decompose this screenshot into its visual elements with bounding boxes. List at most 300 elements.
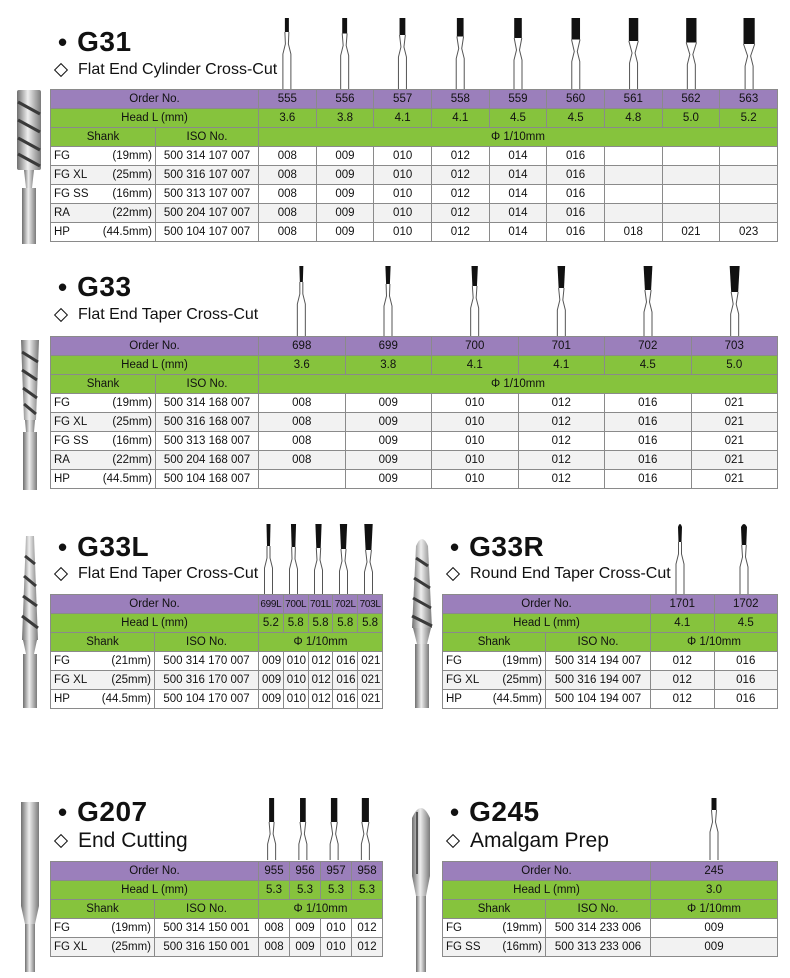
order-no: 702L bbox=[333, 595, 358, 614]
bur-photo-amalgam-prep bbox=[404, 800, 438, 972]
diameter-value: 012 bbox=[518, 394, 605, 413]
iso-number: 500 314 150 001 bbox=[155, 919, 259, 938]
g33-table bbox=[50, 336, 778, 489]
diameter-header: Φ 1/10mm bbox=[259, 375, 778, 394]
diameter-value: 010 bbox=[321, 919, 352, 938]
order-no: 561 bbox=[604, 90, 662, 109]
diameter-value: 012 bbox=[352, 919, 383, 938]
g33l-bur-heads bbox=[256, 520, 384, 596]
head-length: 3.8 bbox=[316, 109, 374, 128]
bur-head-icon bbox=[456, 18, 464, 90]
diameter-value: 014 bbox=[489, 204, 547, 223]
product-code: G245 bbox=[469, 796, 540, 827]
bullet: • bbox=[58, 271, 68, 302]
order-row bbox=[51, 595, 383, 614]
diameter-value: 021 bbox=[691, 394, 778, 413]
diameter-value: 012 bbox=[431, 166, 489, 185]
order-no: 556 bbox=[316, 90, 374, 109]
table-row bbox=[51, 223, 778, 242]
iso-header: ISO No. bbox=[546, 633, 651, 652]
diameter-header: Φ 1/10mm bbox=[259, 633, 383, 652]
diameter-value: 012 bbox=[431, 185, 489, 204]
order-row bbox=[51, 862, 383, 881]
shank-type: RA bbox=[54, 207, 70, 219]
head-length: 4.1 bbox=[518, 356, 605, 375]
g33l-subtitle bbox=[52, 565, 258, 583]
diameter-value: 018 bbox=[604, 223, 662, 242]
g207-bur-heads bbox=[256, 794, 384, 860]
shank-type: FG bbox=[54, 655, 70, 667]
shank-length: (22mm) bbox=[112, 207, 152, 219]
shank-cell bbox=[51, 166, 156, 185]
iso-header: ISO No. bbox=[155, 900, 259, 919]
bur-head-icon bbox=[514, 18, 522, 90]
shank-header: Shank bbox=[51, 633, 155, 652]
shank-type: HP bbox=[54, 226, 70, 238]
g33l-table bbox=[50, 594, 383, 709]
head-label: Head L (mm) bbox=[51, 109, 259, 128]
diameter-value: 008 bbox=[259, 394, 346, 413]
shank-type: FG bbox=[54, 922, 70, 934]
diamond-icon bbox=[54, 834, 68, 848]
table-row bbox=[51, 204, 778, 223]
head-length-row bbox=[443, 881, 778, 900]
head-length: 4.1 bbox=[432, 356, 519, 375]
diamond-icon bbox=[54, 63, 68, 77]
table-row bbox=[443, 919, 778, 938]
order-no: 560 bbox=[547, 90, 605, 109]
diameter-value: 008 bbox=[259, 432, 346, 451]
order-label: Order No. bbox=[51, 595, 259, 614]
iso-number: 500 204 168 007 bbox=[156, 451, 259, 470]
g245-subtitle bbox=[444, 829, 609, 853]
diameter-value: 023 bbox=[720, 223, 778, 242]
table-row bbox=[51, 938, 383, 957]
diameter-value: 016 bbox=[605, 451, 692, 470]
bullet: • bbox=[450, 531, 460, 562]
head-label: Head L (mm) bbox=[443, 881, 651, 900]
bur-photo-taper bbox=[10, 336, 50, 492]
bur-head-icon bbox=[268, 798, 276, 860]
order-label: Order No. bbox=[51, 337, 259, 356]
iso-number: 500 313 168 007 bbox=[156, 432, 259, 451]
bur-head-icon bbox=[330, 798, 338, 860]
diameter-value: 010 bbox=[374, 185, 432, 204]
shank-header: Shank bbox=[51, 375, 156, 394]
diameter-value: 014 bbox=[489, 166, 547, 185]
shank-cell bbox=[51, 204, 156, 223]
diameter-header: Φ 1/10mm bbox=[651, 633, 778, 652]
head-length: 5.8 bbox=[333, 614, 358, 633]
iso-header: ISO No. bbox=[156, 128, 259, 147]
order-label: Order No. bbox=[51, 862, 259, 881]
shank-cell bbox=[51, 147, 156, 166]
product-code: G207 bbox=[77, 796, 148, 827]
table-row bbox=[51, 432, 778, 451]
shank-type: FG SS bbox=[54, 435, 89, 447]
order-row bbox=[51, 90, 778, 109]
diameter-value: 009 bbox=[316, 185, 374, 204]
order-row bbox=[443, 862, 778, 881]
shank-type: FG bbox=[446, 922, 462, 934]
diameter-value: 021 bbox=[691, 432, 778, 451]
g245-title bbox=[450, 796, 540, 828]
head-length-row bbox=[51, 614, 383, 633]
head-label: Head L (mm) bbox=[51, 881, 259, 900]
head-length: 3.6 bbox=[259, 109, 317, 128]
g207-subtitle bbox=[52, 829, 188, 853]
shank-length: (25mm) bbox=[112, 416, 152, 428]
shank-cell bbox=[51, 223, 156, 242]
iso-number: 500 314 168 007 bbox=[156, 394, 259, 413]
bur-head-icon bbox=[710, 798, 718, 860]
diameter-value bbox=[662, 204, 720, 223]
bur-photo-cylinder bbox=[8, 88, 50, 246]
order-no: 703L bbox=[358, 595, 383, 614]
diameter-value: 012 bbox=[518, 413, 605, 432]
diameter-value: 012 bbox=[431, 223, 489, 242]
table-row bbox=[51, 147, 778, 166]
shank-cell bbox=[443, 938, 546, 957]
g33-bur-heads bbox=[258, 262, 778, 338]
g31-title bbox=[58, 26, 132, 58]
diameter-value: 021 bbox=[691, 470, 778, 489]
order-no: 699L bbox=[259, 595, 284, 614]
shank-type: FG XL bbox=[54, 416, 88, 428]
diameter-value bbox=[662, 166, 720, 185]
diameter-value: 016 bbox=[547, 147, 605, 166]
diameter-value: 010 bbox=[283, 690, 308, 709]
g245-table bbox=[442, 861, 778, 957]
shank-length: (25mm) bbox=[111, 674, 151, 686]
iso-header: ISO No. bbox=[155, 633, 259, 652]
bur-head-icon bbox=[676, 524, 684, 596]
column-header-row bbox=[51, 375, 778, 394]
diameter-value: 008 bbox=[259, 204, 317, 223]
diameter-value: 010 bbox=[432, 394, 519, 413]
diameter-value: 021 bbox=[358, 652, 383, 671]
diameter-value: 008 bbox=[259, 166, 317, 185]
subtitle-text: Flat End Taper Cross-Cut bbox=[78, 565, 259, 582]
bur-head-icon bbox=[471, 266, 479, 338]
column-header-row bbox=[443, 633, 778, 652]
diameter-value: 021 bbox=[691, 451, 778, 470]
table-row bbox=[51, 166, 778, 185]
diameter-value: 014 bbox=[489, 223, 547, 242]
table-row bbox=[51, 185, 778, 204]
bur-head-icon bbox=[341, 18, 349, 90]
bur-photo-long-taper bbox=[12, 532, 48, 710]
iso-number: 500 316 170 007 bbox=[155, 671, 259, 690]
diameter-value: 012 bbox=[352, 938, 383, 957]
shank-header: Shank bbox=[443, 900, 546, 919]
diameter-value: 008 bbox=[259, 147, 317, 166]
column-header-row bbox=[443, 900, 778, 919]
head-length: 4.1 bbox=[651, 614, 715, 633]
g33r-title bbox=[450, 531, 544, 563]
shank-length: (16mm) bbox=[112, 188, 152, 200]
diameter-value: 010 bbox=[321, 938, 352, 957]
head-length: 4.5 bbox=[714, 614, 778, 633]
diameter-value: 010 bbox=[432, 413, 519, 432]
iso-number: 500 204 107 007 bbox=[156, 204, 259, 223]
bur-head-icon bbox=[297, 266, 305, 338]
column-header-row bbox=[51, 633, 383, 652]
order-no: 1701 bbox=[651, 595, 715, 614]
diamond-icon bbox=[54, 308, 68, 322]
shank-header: Shank bbox=[51, 900, 155, 919]
order-no: 955 bbox=[259, 862, 290, 881]
diameter-value: 008 bbox=[259, 451, 346, 470]
iso-number: 500 316 107 007 bbox=[156, 166, 259, 185]
diameter-value: 009 bbox=[259, 652, 284, 671]
bur-head-icon bbox=[361, 798, 369, 860]
diameter-value: 010 bbox=[374, 147, 432, 166]
head-length-row bbox=[443, 614, 778, 633]
iso-number: 500 313 107 007 bbox=[156, 185, 259, 204]
diamond-icon bbox=[446, 834, 460, 848]
iso-number: 500 104 170 007 bbox=[155, 690, 259, 709]
diameter-value: 009 bbox=[651, 919, 778, 938]
head-length-row bbox=[51, 109, 778, 128]
order-no: 557 bbox=[374, 90, 432, 109]
shank-type: FG SS bbox=[446, 941, 481, 953]
diameter-value: 012 bbox=[308, 671, 333, 690]
table-row bbox=[51, 413, 778, 432]
diameter-value: 012 bbox=[651, 690, 715, 709]
bullet: • bbox=[450, 796, 460, 827]
diameter-value bbox=[604, 185, 662, 204]
diameter-value: 012 bbox=[308, 652, 333, 671]
order-no: 559 bbox=[489, 90, 547, 109]
diameter-value: 009 bbox=[259, 690, 284, 709]
shank-length: (25mm) bbox=[112, 169, 152, 181]
head-length: 5.3 bbox=[352, 881, 383, 900]
head-length: 5.0 bbox=[662, 109, 720, 128]
shank-type: FG bbox=[446, 655, 462, 667]
column-header-row bbox=[51, 900, 383, 919]
diameter-value: 016 bbox=[714, 671, 778, 690]
g207-title bbox=[58, 796, 148, 828]
g33r-subtitle bbox=[444, 565, 671, 583]
bur-head-icon bbox=[283, 18, 291, 90]
diameter-value: 016 bbox=[714, 690, 778, 709]
diameter-value: 009 bbox=[345, 413, 432, 432]
order-no: 700 bbox=[432, 337, 519, 356]
diameter-value: 016 bbox=[333, 690, 358, 709]
diameter-value bbox=[720, 185, 778, 204]
shank-type: HP bbox=[54, 693, 70, 705]
diameter-value: 010 bbox=[432, 470, 519, 489]
head-length: 4.5 bbox=[489, 109, 547, 128]
head-length: 5.3 bbox=[290, 881, 321, 900]
order-row bbox=[51, 337, 778, 356]
shank-type: FG XL bbox=[54, 169, 88, 181]
diameter-value bbox=[662, 185, 720, 204]
head-length-row bbox=[51, 881, 383, 900]
diameter-value bbox=[259, 470, 346, 489]
order-no: 563 bbox=[720, 90, 778, 109]
bur-head-icon bbox=[265, 524, 273, 596]
shank-cell bbox=[51, 413, 156, 432]
diameter-value bbox=[720, 166, 778, 185]
diameter-value: 008 bbox=[259, 919, 290, 938]
shank-type: HP bbox=[446, 693, 462, 705]
iso-number: 500 316 194 007 bbox=[546, 671, 651, 690]
iso-number: 500 314 107 007 bbox=[156, 147, 259, 166]
diameter-value: 009 bbox=[345, 394, 432, 413]
bur-head-icon bbox=[299, 798, 307, 860]
shank-type: RA bbox=[54, 454, 70, 466]
order-no: 558 bbox=[431, 90, 489, 109]
bur-head-icon bbox=[364, 524, 372, 596]
iso-number: 500 314 194 007 bbox=[546, 652, 651, 671]
diameter-value: 012 bbox=[308, 690, 333, 709]
iso-number: 500 104 194 007 bbox=[546, 690, 651, 709]
bur-head-icon bbox=[557, 266, 565, 338]
table-row bbox=[51, 652, 383, 671]
shank-cell bbox=[51, 394, 156, 413]
diameter-value: 012 bbox=[431, 204, 489, 223]
bur-head-icon bbox=[315, 524, 323, 596]
head-length: 3.6 bbox=[259, 356, 346, 375]
head-label: Head L (mm) bbox=[51, 614, 259, 633]
table-row bbox=[443, 938, 778, 957]
subtitle-text: End Cutting bbox=[78, 829, 188, 852]
diameter-value: 016 bbox=[333, 652, 358, 671]
bullet: • bbox=[58, 26, 68, 57]
order-no: 555 bbox=[259, 90, 317, 109]
shank-length: (19mm) bbox=[112, 397, 152, 409]
iso-number: 500 314 170 007 bbox=[155, 652, 259, 671]
order-no: 700L bbox=[283, 595, 308, 614]
order-label: Order No. bbox=[443, 595, 651, 614]
shank-length: (21mm) bbox=[111, 655, 151, 667]
head-length: 3.0 bbox=[651, 881, 778, 900]
shank-length: (25mm) bbox=[502, 674, 542, 686]
product-code: G33L bbox=[77, 531, 150, 562]
bur-head-icon bbox=[730, 266, 740, 338]
diameter-value: 021 bbox=[662, 223, 720, 242]
diameter-value: 010 bbox=[432, 451, 519, 470]
diameter-value: 009 bbox=[259, 671, 284, 690]
subtitle-text: Flat End Taper Cross-Cut bbox=[78, 306, 259, 323]
head-length: 4.8 bbox=[604, 109, 662, 128]
g31-subtitle bbox=[52, 61, 277, 79]
shank-header: Shank bbox=[51, 128, 156, 147]
diameter-value: 012 bbox=[518, 451, 605, 470]
shank-length: (44.5mm) bbox=[102, 473, 152, 485]
diameter-value: 010 bbox=[432, 432, 519, 451]
head-length: 5.2 bbox=[720, 109, 778, 128]
diameter-value: 016 bbox=[605, 432, 692, 451]
shank-cell bbox=[51, 671, 155, 690]
shank-cell bbox=[51, 451, 156, 470]
head-length: 4.1 bbox=[431, 109, 489, 128]
column-header-row bbox=[51, 128, 778, 147]
shank-length: (16mm) bbox=[112, 435, 152, 447]
g33-subtitle bbox=[52, 306, 258, 324]
shank-type: FG XL bbox=[446, 674, 480, 686]
diameter-value: 010 bbox=[374, 166, 432, 185]
shank-cell bbox=[443, 919, 546, 938]
bur-head-icon bbox=[384, 266, 392, 338]
iso-header: ISO No. bbox=[156, 375, 259, 394]
subtitle-text: Flat End Cylinder Cross-Cut bbox=[78, 61, 278, 78]
diameter-value: 012 bbox=[431, 147, 489, 166]
order-no: 698 bbox=[259, 337, 346, 356]
order-no: 957 bbox=[321, 862, 352, 881]
shank-type: FG SS bbox=[54, 188, 89, 200]
subtitle-text: Round End Taper Cross-Cut bbox=[470, 565, 671, 582]
table-row bbox=[443, 671, 778, 690]
order-label: Order No. bbox=[51, 90, 259, 109]
bur-head-icon bbox=[398, 18, 406, 90]
shank-length: (19mm) bbox=[502, 655, 542, 667]
diameter-header: Φ 1/10mm bbox=[259, 900, 383, 919]
iso-header: ISO No. bbox=[546, 900, 651, 919]
shank-length: (19mm) bbox=[111, 922, 151, 934]
iso-number: 500 313 233 006 bbox=[546, 938, 651, 957]
g245-bur-heads bbox=[650, 794, 778, 860]
head-length: 5.3 bbox=[259, 881, 290, 900]
iso-number: 500 316 168 007 bbox=[156, 413, 259, 432]
iso-number: 500 314 233 006 bbox=[546, 919, 651, 938]
head-length: 5.2 bbox=[259, 614, 284, 633]
bur-head-icon bbox=[290, 524, 298, 596]
diameter-value: 010 bbox=[374, 204, 432, 223]
g33r-table bbox=[442, 594, 778, 709]
diameter-value: 016 bbox=[605, 394, 692, 413]
bur-head-icon bbox=[340, 524, 348, 596]
table-row bbox=[51, 690, 383, 709]
head-length: 5.0 bbox=[691, 356, 778, 375]
diameter-value: 009 bbox=[316, 147, 374, 166]
product-code: G31 bbox=[77, 26, 132, 57]
head-label: Head L (mm) bbox=[443, 614, 651, 633]
table-row bbox=[51, 470, 778, 489]
order-no: 702 bbox=[605, 337, 692, 356]
shank-length: (44.5mm) bbox=[102, 226, 152, 238]
shank-length: (19mm) bbox=[112, 150, 152, 162]
order-no: 956 bbox=[290, 862, 321, 881]
bur-head-icon bbox=[629, 18, 638, 90]
g33r-bur-heads bbox=[648, 520, 778, 596]
diameter-value: 016 bbox=[547, 204, 605, 223]
order-no: 958 bbox=[352, 862, 383, 881]
shank-cell bbox=[51, 432, 156, 451]
shank-cell bbox=[443, 671, 546, 690]
diameter-value: 021 bbox=[358, 671, 383, 690]
shank-cell bbox=[51, 470, 156, 489]
table-row bbox=[443, 652, 778, 671]
order-no: 562 bbox=[662, 90, 720, 109]
diameter-value: 009 bbox=[345, 451, 432, 470]
diameter-value: 009 bbox=[316, 204, 374, 223]
diameter-value: 016 bbox=[333, 671, 358, 690]
order-no: 703 bbox=[691, 337, 778, 356]
diameter-value: 012 bbox=[518, 470, 605, 489]
table-row bbox=[51, 671, 383, 690]
shank-type: FG bbox=[54, 397, 70, 409]
diameter-value bbox=[604, 166, 662, 185]
shank-length: (22mm) bbox=[112, 454, 152, 466]
shank-type: HP bbox=[54, 473, 70, 485]
diameter-value bbox=[720, 147, 778, 166]
shank-length: (44.5mm) bbox=[492, 693, 542, 705]
subtitle-text: Amalgam Prep bbox=[470, 829, 609, 852]
diameter-value: 014 bbox=[489, 147, 547, 166]
